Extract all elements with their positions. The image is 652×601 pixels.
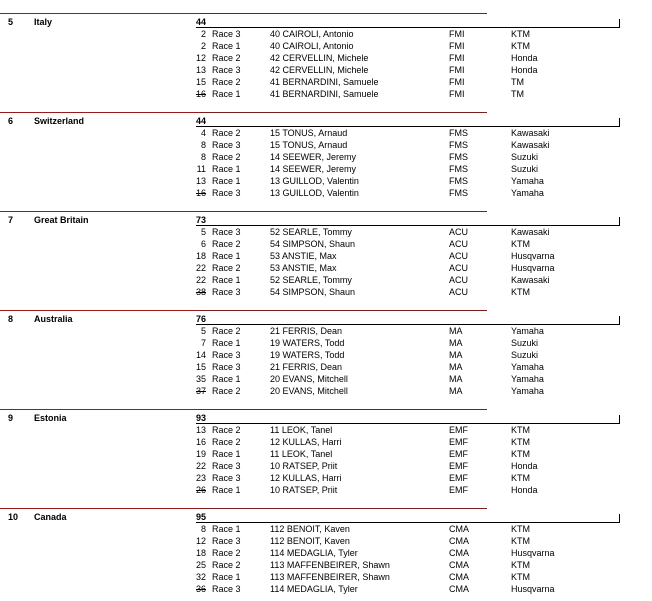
federation: CMA	[449, 548, 469, 558]
federation: FMI	[449, 53, 465, 63]
race-label: Race 2	[212, 77, 241, 87]
rider-points: 35	[195, 374, 206, 384]
rider-name: 53 ANSTIE, Max	[270, 263, 337, 273]
race-label: Race 2	[212, 53, 241, 63]
race-label: Race 1	[212, 572, 241, 582]
race-label: Race 1	[212, 338, 241, 348]
rider-name: 112 BENOIT, Kaven	[270, 524, 350, 534]
rider-points: 16	[195, 89, 206, 99]
rider-points: 22	[195, 263, 206, 273]
rider-points: 22	[195, 461, 206, 471]
rider-name: 21 FERRIS, Dean	[270, 362, 343, 372]
federation: ACU	[449, 275, 469, 285]
section-rule	[0, 13, 200, 14]
rider-name: 21 FERRIS, Dean	[270, 326, 343, 336]
header-rule	[196, 522, 620, 523]
race-label: Race 2	[212, 386, 241, 396]
rider-name: 54 SIMPSON, Shaun	[270, 239, 356, 249]
header-rule-tick	[619, 118, 620, 127]
federation: EMF	[449, 473, 468, 483]
rider-name: 41 BERNARDINI, Samuele	[270, 89, 379, 99]
race-label: Race 3	[212, 362, 241, 372]
federation: FMS	[449, 128, 468, 138]
federation: CMA	[449, 572, 469, 582]
federation: EMF	[449, 425, 468, 435]
federation: FMI	[449, 77, 465, 87]
rider-points: 36	[195, 584, 206, 594]
rider-points: 25	[195, 560, 206, 570]
rider-name: 114 MEDAGLIA, Tyler	[270, 548, 358, 558]
motorcycle-make: KTM	[511, 524, 530, 534]
nation-position: 5	[8, 17, 14, 27]
rider-name: 14 SEEWER, Jeremy	[270, 152, 357, 162]
race-label: Race 3	[212, 473, 241, 483]
motorcycle-make: Yamaha	[511, 188, 544, 198]
race-label: Race 1	[212, 374, 241, 384]
federation: FMI	[449, 41, 465, 51]
header-rule-tick	[619, 514, 620, 523]
race-label: Race 1	[212, 449, 241, 459]
motorcycle-make: KTM	[511, 572, 530, 582]
nation-total: 44	[196, 116, 207, 126]
race-label: Race 2	[212, 560, 241, 570]
nation-name: Canada	[34, 512, 67, 522]
rider-points: 7	[200, 338, 206, 348]
race-label: Race 2	[212, 263, 241, 273]
motorcycle-make: Suzuki	[511, 152, 539, 162]
race-label: Race 3	[212, 584, 241, 594]
federation: EMF	[449, 437, 468, 447]
federation: FMS	[449, 188, 468, 198]
motorcycle-make: Husqvarna	[511, 548, 555, 558]
federation: MA	[449, 374, 463, 384]
rider-points: 26	[195, 485, 206, 495]
rider-name: 52 SEARLE, Tommy	[270, 275, 352, 285]
rider-points: 19	[195, 449, 206, 459]
header-rule-tick	[619, 316, 620, 325]
section-rule	[200, 508, 487, 509]
header-rule	[196, 27, 620, 28]
federation: MA	[449, 386, 463, 396]
federation: MA	[449, 362, 463, 372]
motorcycle-make: Husqvarna	[511, 584, 555, 594]
federation: FMI	[449, 89, 465, 99]
race-label: Race 3	[212, 227, 241, 237]
race-label: Race 2	[212, 548, 241, 558]
rider-name: 19 WATERS, Todd	[270, 350, 345, 360]
rider-name: 14 SEEWER, Jeremy	[270, 164, 357, 174]
motorcycle-make: Yamaha	[511, 374, 544, 384]
section-rule	[200, 409, 487, 410]
rider-points: 18	[195, 548, 206, 558]
rider-points: 13	[195, 176, 206, 186]
section-rule	[200, 13, 487, 14]
race-label: Race 3	[212, 350, 241, 360]
rider-name: 113 MAFFENBEIRER, Shawn	[270, 560, 390, 570]
rider-points: 8	[200, 152, 206, 162]
race-label: Race 3	[212, 461, 241, 471]
rider-points: 4	[200, 128, 206, 138]
race-label: Race 3	[212, 140, 241, 150]
motorcycle-make: Kawasaki	[511, 140, 550, 150]
section-rule	[200, 310, 487, 311]
rider-points: 15	[195, 362, 206, 372]
race-label: Race 1	[212, 524, 241, 534]
rider-points: 11	[196, 164, 206, 174]
header-rule-tick	[619, 415, 620, 424]
motorcycle-make: Husqvarna	[511, 251, 555, 261]
nation-total: 73	[196, 215, 207, 225]
race-label: Race 3	[212, 188, 241, 198]
header-rule	[196, 324, 620, 325]
rider-name: 12 KULLAS, Harri	[270, 473, 342, 483]
motorcycle-make: Kawasaki	[511, 275, 550, 285]
rider-name: 19 WATERS, Todd	[270, 338, 345, 348]
race-label: Race 1	[212, 485, 241, 495]
motorcycle-make: KTM	[511, 473, 530, 483]
rider-name: 114 MEDAGLIA, Tyler	[270, 584, 358, 594]
rider-name: 40 CAIROLI, Antonio	[270, 41, 354, 51]
federation: MA	[449, 326, 463, 336]
motorcycle-make: Kawasaki	[511, 128, 550, 138]
rider-name: 10 RATSEP, Priit	[270, 485, 338, 495]
federation: EMF	[449, 449, 468, 459]
header-rule-tick	[619, 19, 620, 28]
nation-position: 10	[8, 512, 19, 522]
section-rule	[200, 211, 487, 212]
nation-total: 76	[196, 314, 207, 324]
rider-name: 10 RATSEP, Priit	[270, 461, 338, 471]
federation: CMA	[449, 560, 469, 570]
rider-name: 113 MAFFENBEIRER, Shawn	[270, 572, 390, 582]
nation-position: 6	[8, 116, 14, 126]
rider-points: 37	[195, 386, 206, 396]
rider-name: 15 TONUS, Arnaud	[270, 128, 348, 138]
rider-points: 16	[195, 188, 206, 198]
federation: ACU	[449, 239, 469, 249]
nation-name: Switzerland	[34, 116, 85, 126]
motorcycle-make: KTM	[511, 29, 530, 39]
rider-name: 12 KULLAS, Harri	[270, 437, 342, 447]
motorcycle-make: KTM	[511, 560, 530, 570]
header-rule	[196, 126, 620, 127]
race-label: Race 2	[212, 326, 241, 336]
section-rule	[0, 508, 200, 509]
federation: EMF	[449, 461, 468, 471]
motorcycle-make: KTM	[511, 239, 530, 249]
federation: FMS	[449, 164, 468, 174]
rider-name: 42 CERVELLIN, Michele	[270, 53, 369, 63]
rider-points: 8	[200, 140, 206, 150]
motorcycle-make: Yamaha	[511, 362, 544, 372]
federation: MA	[449, 350, 463, 360]
rider-points: 16	[195, 437, 206, 447]
race-label: Race 2	[212, 437, 241, 447]
rider-points: 15	[195, 77, 206, 87]
header-rule	[196, 423, 620, 424]
motorcycle-make: Honda	[511, 53, 538, 63]
federation: FMS	[449, 176, 468, 186]
motorcycle-make: Yamaha	[511, 386, 544, 396]
rider-points: 13	[195, 425, 206, 435]
federation: ACU	[449, 227, 469, 237]
rider-name: 13 GUILLOD, Valentin	[270, 176, 359, 186]
rider-name: 52 SEARLE, Tommy	[270, 227, 352, 237]
federation: CMA	[449, 524, 469, 534]
motorcycle-make: Honda	[511, 65, 538, 75]
federation: CMA	[449, 584, 469, 594]
rider-points: 38	[195, 287, 206, 297]
rider-points: 14	[195, 350, 206, 360]
rider-name: 20 EVANS, Mitchell	[270, 386, 348, 396]
motorcycle-make: Kawasaki	[511, 227, 550, 237]
rider-points: 5	[200, 326, 206, 336]
motorcycle-make: KTM	[511, 437, 530, 447]
nation-name: Great Britain	[34, 215, 89, 225]
federation: FMI	[449, 65, 465, 75]
rider-points: 5	[200, 227, 206, 237]
federation: MA	[449, 338, 463, 348]
nation-position: 8	[8, 314, 14, 324]
race-label: Race 2	[212, 152, 241, 162]
rider-name: 42 CERVELLIN, Michele	[270, 65, 369, 75]
rider-name: 20 EVANS, Mitchell	[270, 374, 348, 384]
motorcycle-make: KTM	[511, 425, 530, 435]
section-rule	[0, 310, 200, 311]
nation-total: 93	[196, 413, 207, 423]
rider-points: 12	[195, 536, 206, 546]
rider-name: 54 SIMPSON, Shaun	[270, 287, 356, 297]
header-rule-tick	[619, 217, 620, 226]
rider-name: 53 ANSTIE, Max	[270, 251, 337, 261]
rider-name: 11 LEOK, Tanel	[270, 449, 333, 459]
rider-points: 32	[195, 572, 206, 582]
rider-name: 112 BENOIT, Kaven	[270, 536, 350, 546]
motorcycle-make: Suzuki	[511, 164, 539, 174]
race-label: Race 3	[212, 65, 241, 75]
rider-points: 18	[195, 251, 206, 261]
section-rule	[0, 112, 200, 113]
rider-points: 2	[200, 29, 206, 39]
motorcycle-make: Honda	[511, 461, 538, 471]
header-rule	[196, 225, 620, 226]
rider-name: 41 BERNARDINI, Samuele	[270, 77, 379, 87]
motorcycle-make: TM	[511, 89, 524, 99]
rider-points: 13	[195, 65, 206, 75]
nation-position: 9	[8, 413, 14, 423]
race-label: Race 3	[212, 287, 241, 297]
race-label: Race 2	[212, 239, 241, 249]
race-label: Race 2	[212, 425, 241, 435]
race-label: Race 1	[212, 275, 241, 285]
motorcycle-make: Honda	[511, 485, 538, 495]
federation: FMS	[449, 140, 468, 150]
motorcycle-make: Yamaha	[511, 176, 544, 186]
federation: ACU	[449, 251, 469, 261]
federation: ACU	[449, 287, 469, 297]
race-label: Race 1	[212, 89, 241, 99]
race-label: Race 1	[212, 41, 241, 51]
rider-name: 40 CAIROLI, Antonio	[270, 29, 354, 39]
nation-name: Australia	[34, 314, 73, 324]
rider-points: 22	[195, 275, 206, 285]
rider-name: 13 GUILLOD, Valentin	[270, 188, 359, 198]
motorcycle-make: KTM	[511, 41, 530, 51]
motorcycle-make: TM	[511, 77, 524, 87]
federation: FMI	[449, 29, 465, 39]
nation-name: Italy	[34, 17, 53, 27]
nation-position: 7	[8, 215, 14, 225]
section-rule	[200, 112, 487, 113]
nation-total: 95	[196, 512, 207, 522]
rider-name: 11 LEOK, Tanel	[270, 425, 333, 435]
rider-points: 2	[200, 41, 206, 51]
nation-total: 44	[196, 17, 207, 27]
federation: FMS	[449, 152, 468, 162]
race-label: Race 2	[212, 128, 241, 138]
rider-points: 8	[200, 524, 206, 534]
race-label: Race 1	[212, 251, 241, 261]
rider-points: 6	[200, 239, 206, 249]
nation-name: Estonia	[34, 413, 67, 423]
motorcycle-make: Husqvarna	[511, 263, 555, 273]
motorcycle-make: Suzuki	[511, 338, 539, 348]
motorcycle-make: Suzuki	[511, 350, 539, 360]
race-label: Race 3	[212, 536, 241, 546]
rider-name: 15 TONUS, Arnaud	[270, 140, 348, 150]
race-label: Race 1	[212, 176, 241, 186]
section-rule	[0, 211, 200, 212]
rider-points: 12	[195, 53, 206, 63]
motorcycle-make: KTM	[511, 287, 530, 297]
motorcycle-make: KTM	[511, 449, 530, 459]
rider-points: 23	[195, 473, 206, 483]
federation: CMA	[449, 536, 469, 546]
federation: ACU	[449, 263, 469, 273]
motorcycle-make: KTM	[511, 536, 530, 546]
section-rule	[0, 409, 200, 410]
race-label: Race 3	[212, 29, 241, 39]
federation: EMF	[449, 485, 468, 495]
motorcycle-make: Yamaha	[511, 326, 544, 336]
race-label: Race 1	[212, 164, 241, 174]
